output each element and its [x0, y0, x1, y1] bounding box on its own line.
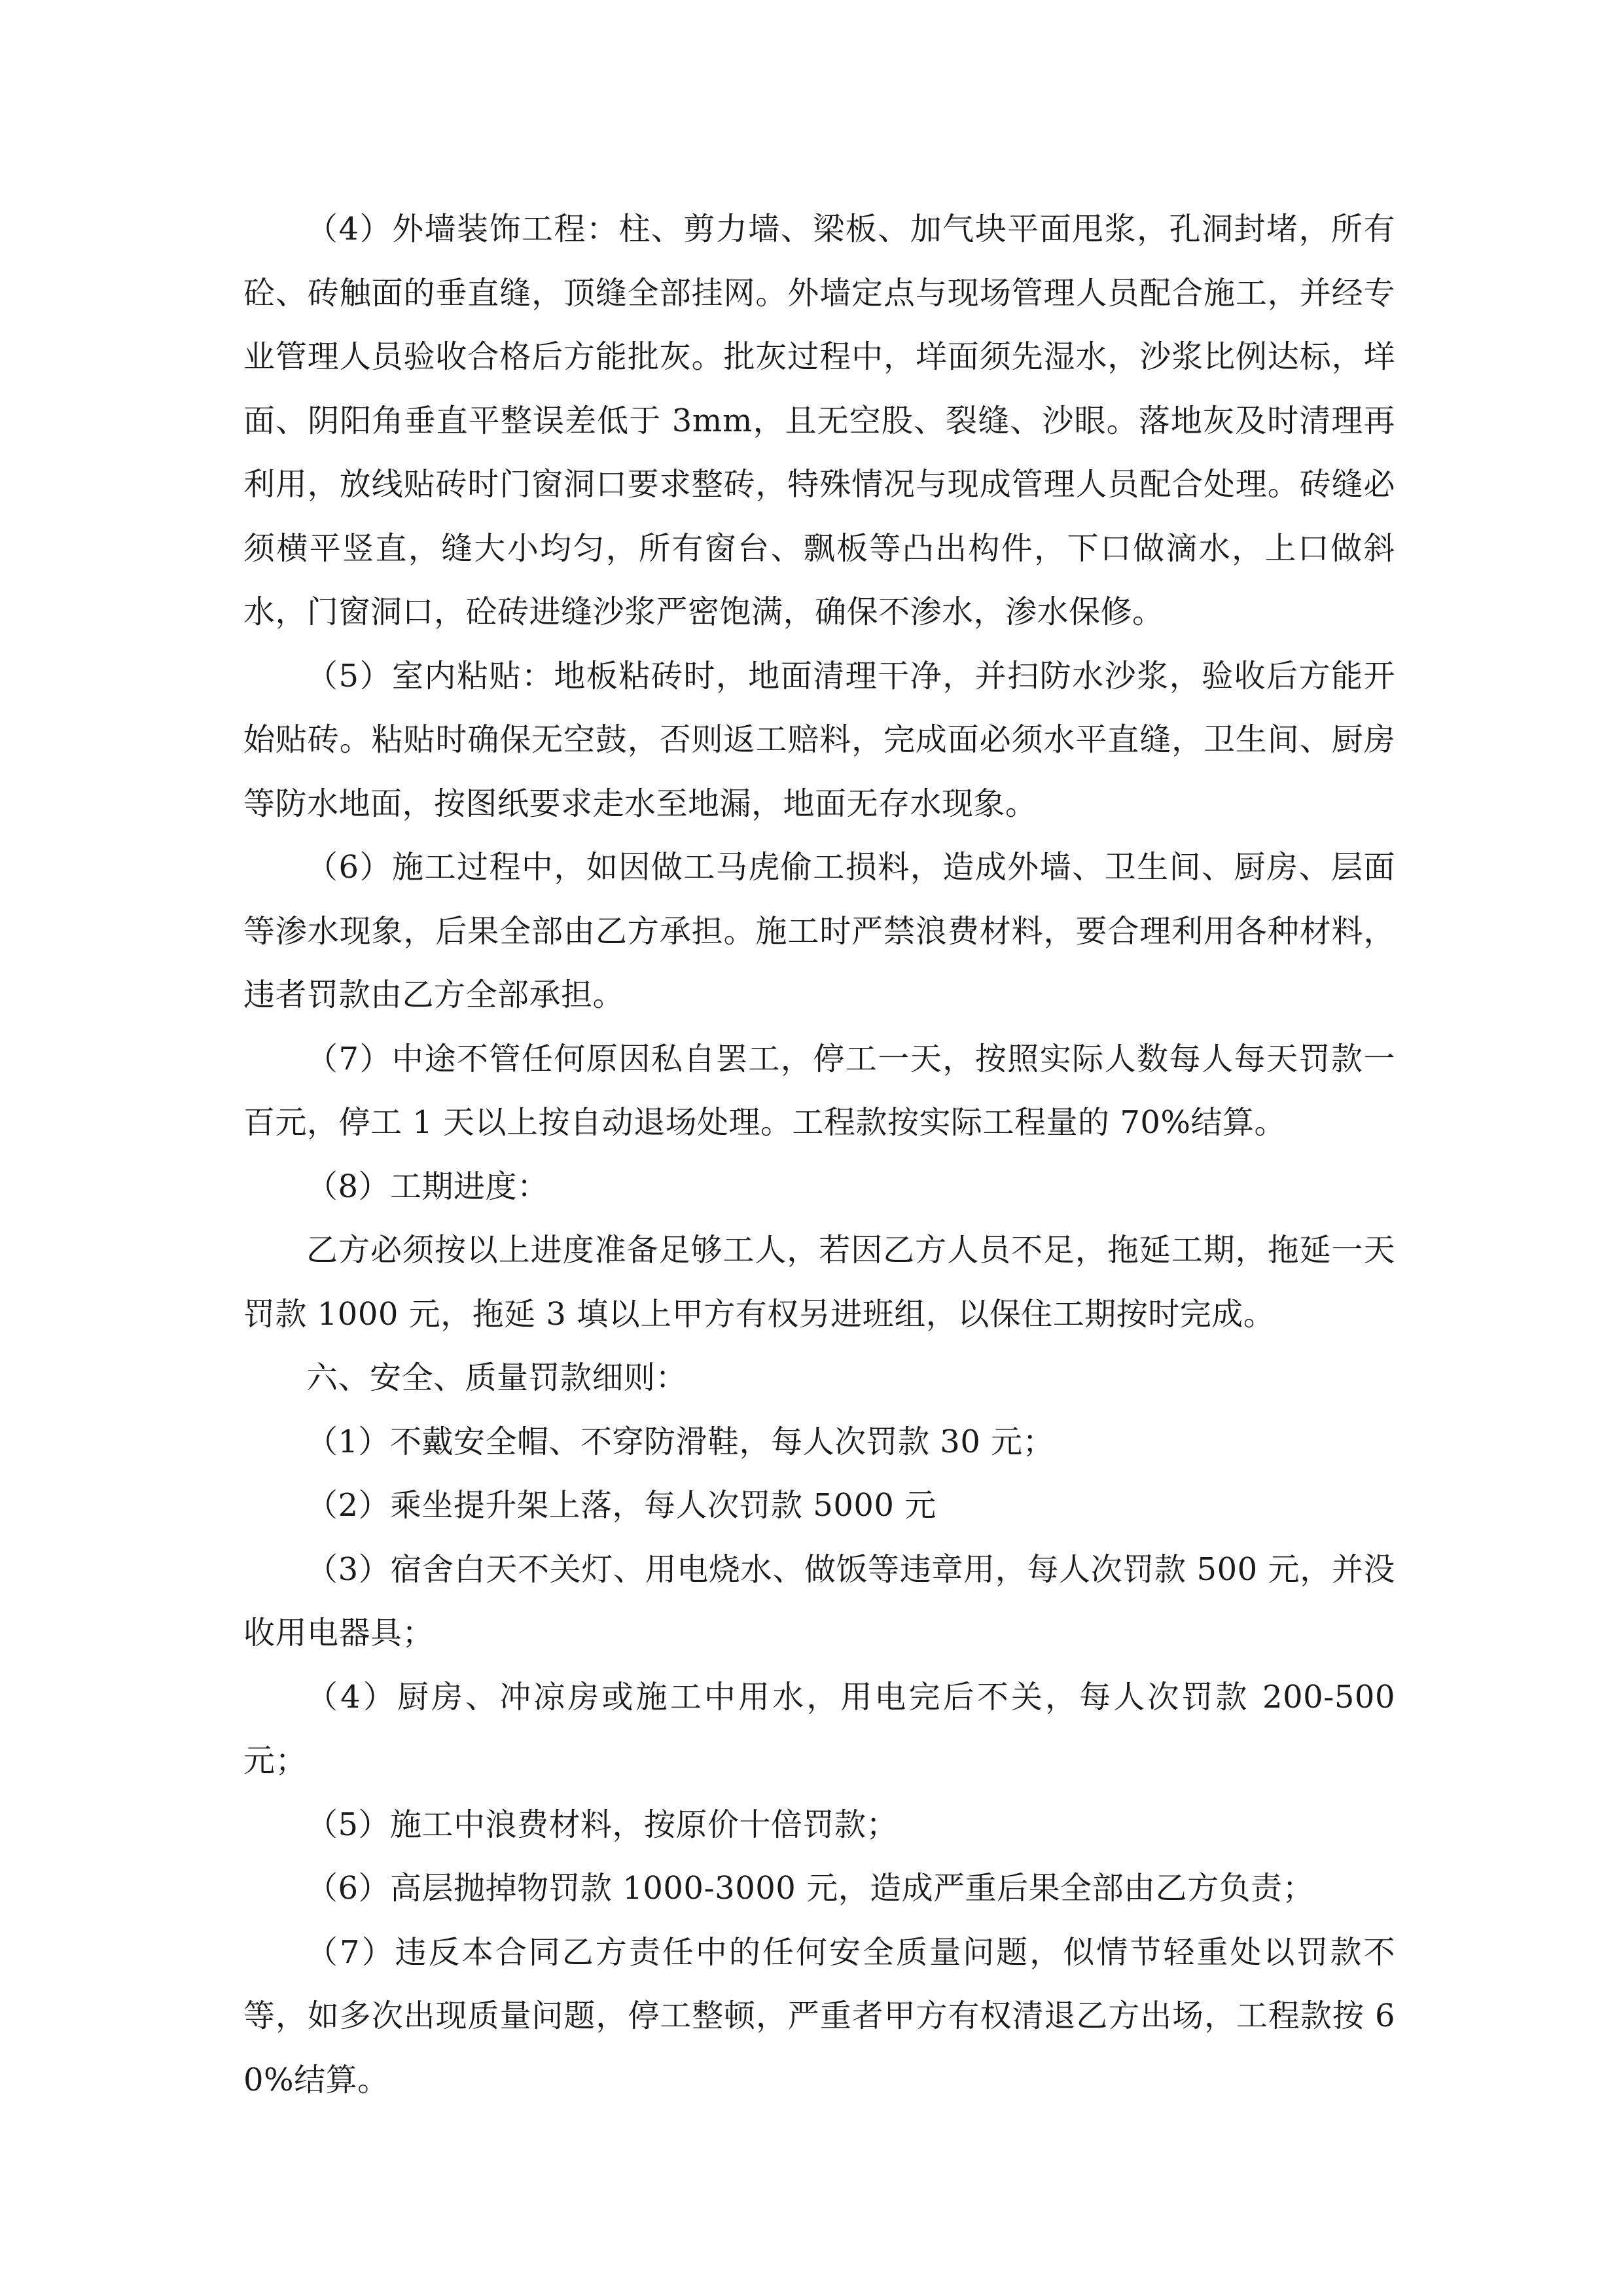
- paragraph-exterior-wall-decoration: （4）外墙装饰工程：柱、剪力墙、梁板、加气块平面甩浆，孔洞封堵，所有砼、砖触面的垂直缝，顶缝全部挂网。外墙定点与现场管理人员配合施工，并经专业管理人员验收合格后方能批灰。批灰过程中，垟面须先湿水，沙浆比例达标，垟面、阴阳角垂直平整误差低于 3mm，且无空股、裂缝、沙眼。落地灰及时清理再利用，放线贴砖时门窗洞口要求整砖，特殊情况与现成管理人员配合处理。砖缝必须横平竖直，缝大小均匀，所有窗台、飘板等凸出构件，下口做滴水，上口做斜水，门窗洞口，砼砖进缝沙浆严密饱满，确保不渗水，渗水保修。: [243, 211, 1395, 630]
- paragraph-schedule-heading: （8）工期进度：: [306, 1168, 549, 1205]
- penalty-item-material-waste: （5）施工中浪费材料，按原价十倍罚款；: [306, 1806, 899, 1843]
- penalty-item-helmet: （1）不戴安全帽、不穿防滑鞋，每人次罚款 30 元；: [306, 1423, 1055, 1460]
- document-body: [243, 198, 1395, 2112]
- penalty-item-dormitory: （3）宿舍白天不关灯、用电烧水、做饭等违章用，每人次罚款 500 元，并没收用电器具；: [243, 1551, 1395, 1651]
- paragraph-indoor-tiling: （5）室内粘贴：地板粘砖时，地面清理干净，并扫防水沙浆，验收后方能开始贴砖。粘贴时确保无空鼓，否则返工赔料，完成面必须水平直缝，卫生间、厨房等防水地面，按图纸要求走水至地漏，地面无存水现象。: [243, 657, 1395, 822]
- penalty-item-high-altitude-throwing: （6）高层抛掉物罚款 1000-3000 元，造成严重后果全部由乙方负责；: [306, 1870, 1315, 1907]
- paragraph-schedule-delay: 乙方必须按以上进度准备足够工人，若因乙方人员不足，拖延工期，拖延一天罚款 1000 元，拖延 3 填以上甲方有权另进班组，以保住工期按时完成。: [243, 1232, 1395, 1333]
- paragraph-strike-penalty: （7）中途不管任何原因私自罢工，停工一天，按照实际人数每人每天罚款一百元，停工 1 天以上按自动退场处理。工程款按实际工程量的 70%结算。: [243, 1040, 1395, 1141]
- penalty-item-water-electricity: （4）厨房、冲凉房或施工中用水，用电完后不关，每人次罚款 200-500 元；: [243, 1678, 1395, 1779]
- penalty-item-lift: （2）乘坐提升架上落，每人次罚款 5000 元: [306, 1487, 936, 1524]
- penalty-item-contract-violation: （7）违反本合同乙方责任中的任何安全质量问题，似情节轻重处以罚款不等，如多次出现质量问题，停工整顿，严重者甲方有权清退乙方出场，工程款按 60%结算。: [243, 1933, 1395, 2098]
- paragraph-construction-leakage: （6）施工过程中，如因做工马虎偷工损料，造成外墙、卫生间、厨房、层面等渗水现象，后果全部由乙方承担。施工时严禁浪费材料，要合理利用各种材料，违者罚款由乙方全部承担。: [243, 849, 1395, 1013]
- section-heading-safety-quality-penalties: 六、安全、质量罚款细则：: [306, 1359, 688, 1396]
